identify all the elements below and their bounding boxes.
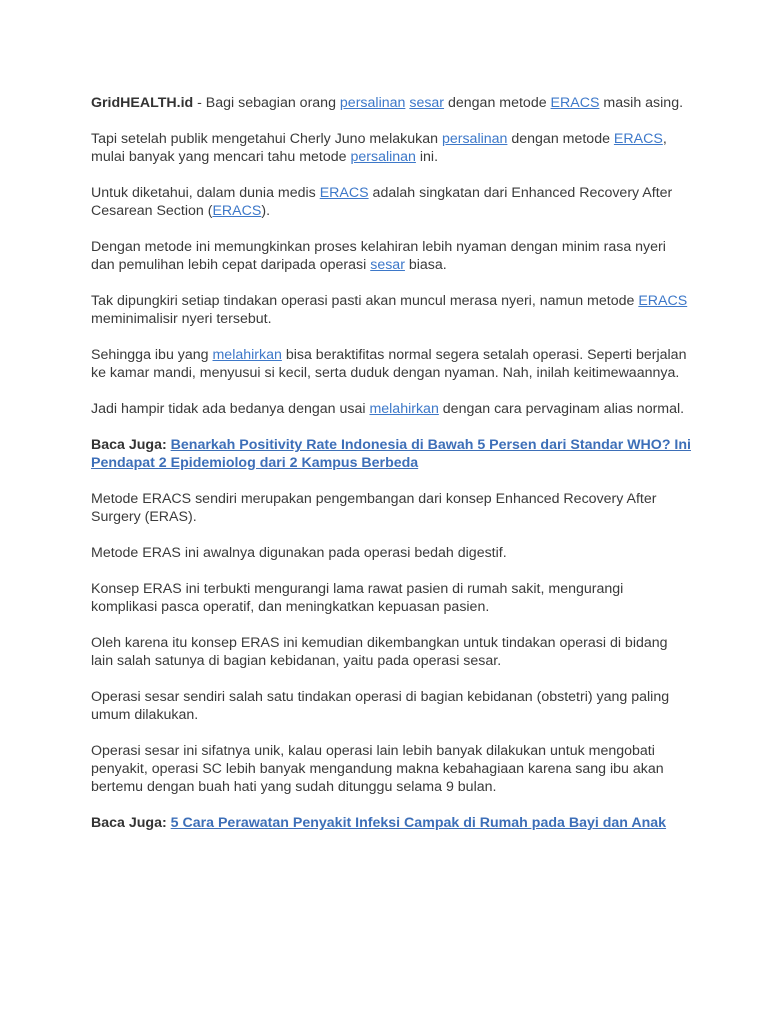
paragraph-text: dengan metode bbox=[444, 95, 551, 111]
paragraph-text: Tak dipungkiri setiap tindakan operasi pasti akan muncul merasa nyeri, namun metode bbox=[91, 293, 639, 309]
article-paragraph bbox=[91, 490, 691, 526]
paragraph-text: adalah singkatan dari Enhanced Recovery After Cesarean Section ( bbox=[91, 185, 673, 219]
paragraph-text: masih asing. bbox=[599, 95, 684, 111]
paragraph-text: Sehingga ibu yang bbox=[91, 347, 213, 363]
paragraph-text: Dengan metode ini memungkinkan proses kelahiran lebih nyaman dengan minim rasa nyeri dan pemulihan lebih cepat daripada operasi bbox=[91, 239, 666, 273]
read-also-label: Baca Juga: bbox=[91, 815, 171, 831]
paragraph-text: bisa beraktifitas normal segera setalah operasi. Seperti berjalan ke kamar mandi, menyusui si kecil, serta duduk dengan nyaman. Nah, inilah keitimewaannya. bbox=[91, 347, 687, 381]
paragraph-text: Operasi sesar sendiri salah satu tindakan operasi di bagian kebidanan (obstetri) yang paling umum dilakukan. bbox=[91, 689, 670, 723]
paragraph-text: Metode ERAS ini awalnya digunakan pada operasi bedah digestif. bbox=[91, 545, 507, 561]
inline-link[interactable]: sesar bbox=[409, 95, 445, 111]
article-paragraph bbox=[91, 742, 691, 796]
article-paragraph bbox=[91, 400, 691, 418]
article-paragraph bbox=[91, 94, 691, 112]
paragraph-text: meminimalisir nyeri tersebut. bbox=[91, 311, 272, 327]
article-paragraph bbox=[91, 688, 691, 724]
paragraph-text: - Bagi sebagian orang bbox=[193, 95, 340, 111]
inline-link[interactable]: ERACS bbox=[550, 95, 600, 111]
paragraph-text: Operasi sesar ini sifatnya unik, kalau operasi lain lebih banyak dilakukan untuk mengobati penyakit, operasi SC lebih banyak mengandung makna kebahagiaan karena sang ibu akan bertemu dengan buah hati yang sudah ditunggu selama 9 bulan. bbox=[91, 743, 664, 795]
inline-link[interactable]: ERACS bbox=[638, 293, 688, 309]
inline-link[interactable]: persalinan bbox=[350, 149, 416, 165]
article-paragraph bbox=[91, 544, 691, 562]
read-also-label: Baca Juga: bbox=[91, 437, 171, 453]
paragraph-text: Tapi setelah publik mengetahui Cherly Juno melakukan bbox=[91, 131, 442, 147]
read-also-paragraph bbox=[91, 814, 691, 832]
paragraph-text: ini. bbox=[415, 149, 439, 165]
read-also-link[interactable]: 5 Cara Perawatan Penyakit Infeksi Campak di Rumah pada Bayi dan Anak bbox=[170, 815, 667, 831]
paragraph-text: , mulai banyak yang mencari tahu metode bbox=[91, 131, 667, 165]
paragraph-text: Konsep ERAS ini terbukti mengurangi lama rawat pasien di rumah sakit, mengurangi komplikasi pasca operatif, dan meningkatkan kepuasan pasien. bbox=[91, 581, 624, 615]
article-paragraph bbox=[91, 292, 691, 328]
article-paragraph bbox=[91, 634, 691, 670]
inline-link[interactable]: melahirkan bbox=[212, 347, 282, 363]
inline-link[interactable]: ERACS bbox=[613, 131, 663, 147]
article-paragraph bbox=[91, 130, 691, 166]
paragraph-text: dengan metode bbox=[507, 131, 614, 147]
source-brand: GridHEALTH.id bbox=[91, 95, 194, 111]
paragraph-text: Jadi hampir tidak ada bedanya dengan usai bbox=[91, 401, 370, 417]
article-paragraph bbox=[91, 346, 691, 382]
article-paragraph bbox=[91, 184, 691, 220]
article-body bbox=[91, 94, 691, 850]
read-also-link[interactable]: Benarkah Positivity Rate Indonesia di Bawah 5 Persen dari Standar WHO? Ini Pendapat 2 Epidemiolog dari 2 Kampus Berbeda bbox=[91, 437, 691, 471]
read-also-paragraph bbox=[91, 436, 691, 472]
paragraph-text: ). bbox=[261, 203, 271, 219]
inline-link[interactable]: ERACS bbox=[319, 185, 369, 201]
paragraph-text: dengan cara pervaginam alias normal. bbox=[438, 401, 685, 417]
article-paragraph bbox=[91, 580, 691, 616]
paragraph-text: Oleh karena itu konsep ERAS ini kemudian dikembangkan untuk tindakan operasi di bidang lain salah satunya di bagian kebidanan, yaitu pada operasi sesar. bbox=[91, 635, 668, 669]
article-paragraph bbox=[91, 238, 691, 274]
paragraph-text: Untuk diketahui, dalam dunia medis bbox=[91, 185, 320, 201]
inline-link[interactable]: ERACS bbox=[212, 203, 262, 219]
inline-link[interactable]: sesar bbox=[370, 257, 405, 273]
inline-link[interactable]: persalinan bbox=[441, 131, 508, 147]
inline-link[interactable]: persalinan bbox=[339, 95, 406, 111]
inline-link[interactable]: melahirkan bbox=[369, 401, 439, 417]
paragraph-text: Metode ERACS sendiri merupakan pengembangan dari konsep Enhanced Recovery After Surgery (ERAS). bbox=[91, 491, 657, 525]
paragraph-text: biasa. bbox=[404, 257, 447, 273]
